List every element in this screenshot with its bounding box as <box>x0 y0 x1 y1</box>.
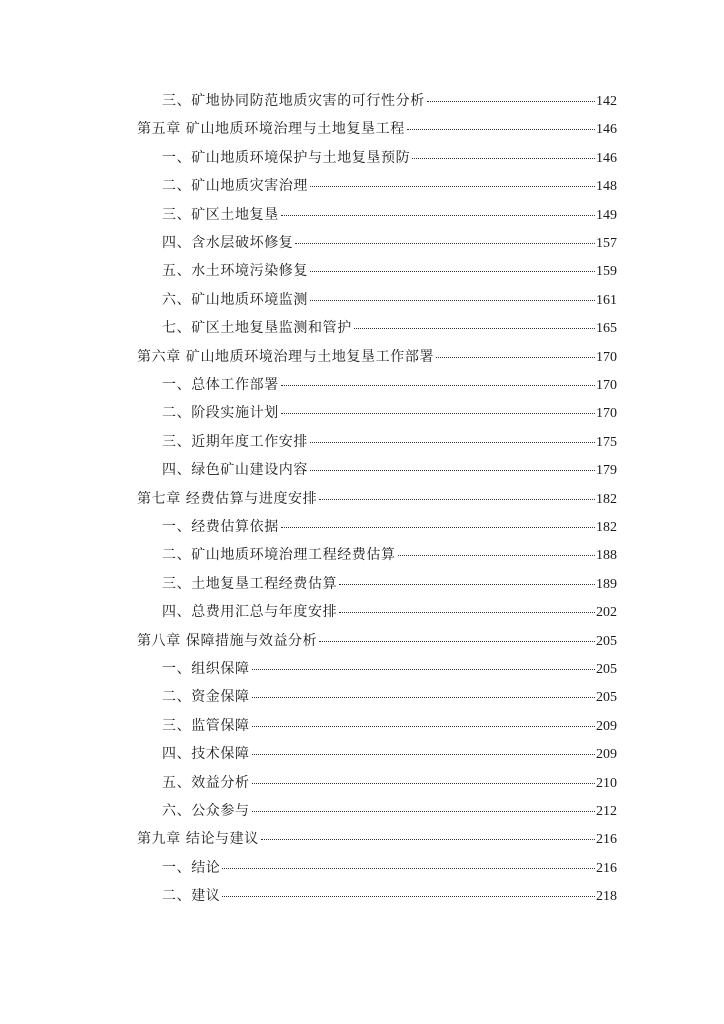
toc-section-entry <box>162 546 617 565</box>
toc-page-number: 205 <box>596 634 617 649</box>
toc-section-entry <box>162 774 617 793</box>
toc-entry-title: 四、含水层破坏修复 <box>162 235 294 251</box>
toc-page-number: 205 <box>596 662 617 677</box>
toc-entry-title: 第七章 经费估算与进度安排 <box>137 491 318 507</box>
toc-dot-leader <box>252 669 595 670</box>
toc-page-number: 182 <box>596 492 617 507</box>
toc-dot-leader <box>339 584 595 585</box>
toc-section-entry <box>162 660 617 679</box>
toc-page-number: 170 <box>596 350 617 365</box>
toc-dot-leader <box>310 300 595 301</box>
toc-entry-title: 三、近期年度工作安排 <box>162 434 308 450</box>
toc-section-entry <box>162 149 617 168</box>
toc-section-entry <box>162 433 617 452</box>
toc-dot-leader <box>252 754 595 755</box>
toc-page-number: 179 <box>596 463 617 478</box>
toc-entry-title: 二、建议 <box>162 888 221 904</box>
toc-page-number: 216 <box>596 861 617 876</box>
toc-page-number: 189 <box>596 577 617 592</box>
toc-entry-title: 五、效益分析 <box>162 775 250 791</box>
toc-section-entry <box>162 291 617 310</box>
toc-entry-title: 二、阶段实施计划 <box>162 405 279 421</box>
toc-dot-leader <box>310 442 595 443</box>
toc-dot-leader <box>281 385 595 386</box>
toc-section-entry <box>162 688 617 707</box>
toc-entry-title: 四、总费用汇总与年度安排 <box>162 604 338 620</box>
toc-page-number: 212 <box>596 804 617 819</box>
toc-section-entry <box>162 859 617 878</box>
toc-page-number: 188 <box>596 548 617 563</box>
toc-page-number: 148 <box>596 179 617 194</box>
toc-chapter-entry <box>137 490 617 509</box>
toc-dot-leader <box>319 499 595 500</box>
toc-entry-title: 一、结论 <box>162 860 221 876</box>
toc-dot-leader <box>222 896 595 897</box>
toc-entry-title: 四、绿色矿山建设内容 <box>162 462 308 478</box>
toc-entry-title: 六、公众参与 <box>162 803 250 819</box>
toc-dot-leader <box>339 612 595 613</box>
toc-page-number: 182 <box>596 520 617 535</box>
toc-section-entry <box>162 717 617 736</box>
toc-section-entry <box>162 177 617 196</box>
toc-entry-title: 五、水土环境污染修复 <box>162 263 308 279</box>
toc-section-entry <box>162 802 617 821</box>
toc-dot-leader <box>252 811 595 812</box>
toc-section-entry <box>162 234 617 253</box>
toc-page-number: 170 <box>596 378 617 393</box>
toc-chapter-entry <box>137 830 617 849</box>
toc-section-entry <box>162 745 617 764</box>
toc-page-number: 216 <box>596 832 617 847</box>
toc-page-number: 202 <box>596 605 617 620</box>
toc-entry-title: 第六章 矿山地质环境治理与土地复垦工作部署 <box>137 349 435 365</box>
toc-entry-title: 一、矿山地质环境保护与土地复垦预防 <box>162 150 411 166</box>
toc-dot-leader <box>281 215 595 216</box>
toc-section-entry <box>162 376 617 395</box>
toc-entry-title: 三、土地复垦工程经费估算 <box>162 576 338 592</box>
toc-dot-leader <box>319 641 595 642</box>
toc-page-number: 157 <box>596 236 617 251</box>
toc-section-entry <box>162 404 617 423</box>
toc-dot-leader <box>412 158 595 159</box>
toc-dot-leader <box>310 186 595 187</box>
toc-dot-leader <box>427 101 595 102</box>
toc-dot-leader <box>281 413 595 414</box>
toc-entry-title: 七、矿区土地复垦监测和管护 <box>162 320 352 336</box>
toc-entry-title: 三、监管保障 <box>162 718 250 734</box>
toc-entry-title: 二、矿山地质灾害治理 <box>162 178 308 194</box>
toc-section-entry <box>162 887 617 906</box>
toc-page-number: 149 <box>596 208 617 223</box>
toc-entry-title: 第八章 保障措施与效益分析 <box>137 633 318 649</box>
toc-dot-leader <box>436 357 595 358</box>
toc-page-number: 210 <box>596 776 617 791</box>
toc-dot-leader <box>261 839 595 840</box>
toc-section-entry <box>162 92 617 111</box>
toc-dot-leader <box>252 783 595 784</box>
toc-dot-leader <box>398 555 595 556</box>
toc-section-entry <box>162 262 617 281</box>
toc-dot-leader <box>407 129 595 130</box>
toc-dot-leader <box>310 470 595 471</box>
toc-entry-title: 第五章 矿山地质环境治理与土地复垦工程 <box>137 121 405 137</box>
toc-page-number: 161 <box>596 293 617 308</box>
toc-dot-leader <box>252 697 595 698</box>
toc-dot-leader <box>281 527 595 528</box>
toc-entry-title: 六、矿山地质环境监测 <box>162 292 308 308</box>
toc-entry-title: 四、技术保障 <box>162 746 250 762</box>
toc-section-entry <box>162 461 617 480</box>
toc-entry-title: 一、经费估算依据 <box>162 519 279 535</box>
toc-entry-title: 一、组织保障 <box>162 661 250 677</box>
toc-dot-leader <box>310 271 595 272</box>
toc-page-number: 170 <box>596 406 617 421</box>
toc-entry-title: 一、总体工作部署 <box>162 377 279 393</box>
toc-page-number: 142 <box>596 94 617 109</box>
toc-section-entry <box>162 575 617 594</box>
toc-entry-title: 三、矿地协同防范地质灾害的可行性分析 <box>162 93 425 109</box>
toc-page-number: 159 <box>596 264 617 279</box>
toc-page-number: 205 <box>596 690 617 705</box>
toc-page-number: 209 <box>596 719 617 734</box>
toc-chapter-entry <box>137 632 617 651</box>
toc-section-entry <box>162 206 617 225</box>
toc-chapter-entry <box>137 120 617 139</box>
toc-entry-title: 二、矿山地质环境治理工程经费估算 <box>162 547 396 563</box>
toc-section-entry <box>162 319 617 338</box>
toc-dot-leader <box>222 868 595 869</box>
toc-page-number: 218 <box>596 889 617 904</box>
toc-dot-leader <box>295 243 595 244</box>
toc-page-number: 175 <box>596 435 617 450</box>
toc-section-entry <box>162 603 617 622</box>
toc-page-number: 146 <box>596 122 617 137</box>
toc-page-number: 165 <box>596 321 617 336</box>
toc-page-number: 146 <box>596 151 617 166</box>
toc-entry-title: 三、矿区土地复垦 <box>162 207 279 223</box>
toc-dot-leader <box>252 726 595 727</box>
toc-page-number: 209 <box>596 747 617 762</box>
toc-chapter-entry <box>137 348 617 367</box>
toc-entry-title: 二、资金保障 <box>162 689 250 705</box>
toc-dot-leader <box>354 328 595 329</box>
toc-entry-title: 第九章 结论与建议 <box>137 831 259 847</box>
toc-section-entry <box>162 518 617 537</box>
